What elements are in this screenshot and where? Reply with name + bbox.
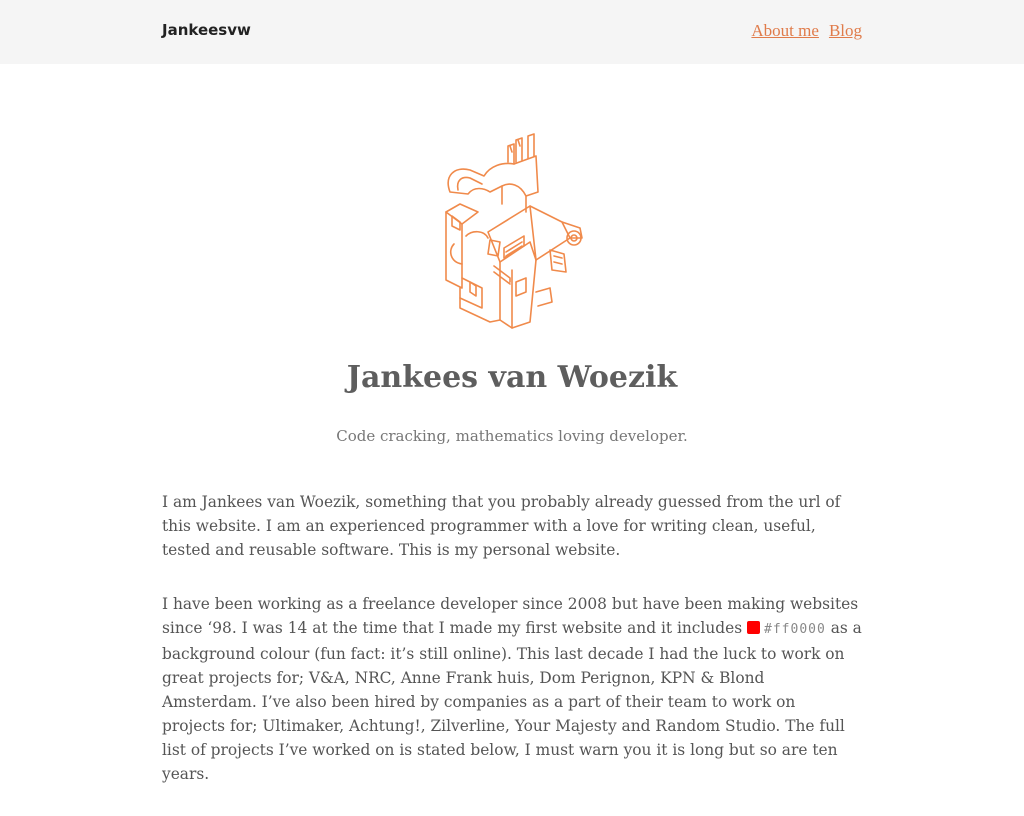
history-text-after: as a background colour (fun fact: it’s still online). This last decade I had the luck to work on great projects for; V&A, NRC, Anne Frank huis, Dom Perignon, KPN & Blond Amsterdam. I’ve also been hired by companies as a part of their team to work on projects for; Ultimaker, Achtung!, Zilverline, Your Majesty and Random Studio. The full list of projects I’ve worked on is stated below, I must warn you it is long but so are ten years. <box>162 619 862 783</box>
brand-link[interactable]: Jankeesvw <box>162 21 251 39</box>
red-color-swatch <box>747 621 760 634</box>
nav-link-blog[interactable]: Blog <box>828 21 862 40</box>
about-content <box>162 490 862 816</box>
isometric-jk-monogram-icon <box>440 132 585 330</box>
history-text-before: I have been working as a freelance developer since 2008 but have been making websites since ‘98. I was 14 at the time that I made my first website and it includes <box>162 595 859 637</box>
intro-paragraph: I am Jankees van Woezik, something that you probably already guessed from the url of this website. I am an experienced programmer with a love for writing clean, useful, tested and reusable software. This is my personal website. <box>162 493 841 559</box>
top-navigation-bar <box>0 0 1024 64</box>
history-paragraph <box>162 592 862 786</box>
page-title: Jankees van Woezik <box>346 360 678 395</box>
page-tagline: Code cracking, mathematics loving developer. <box>336 427 688 445</box>
color-code: #ff0000 <box>764 622 826 637</box>
nav-link-about-me[interactable]: About me <box>751 21 819 40</box>
main-nav <box>751 21 862 41</box>
